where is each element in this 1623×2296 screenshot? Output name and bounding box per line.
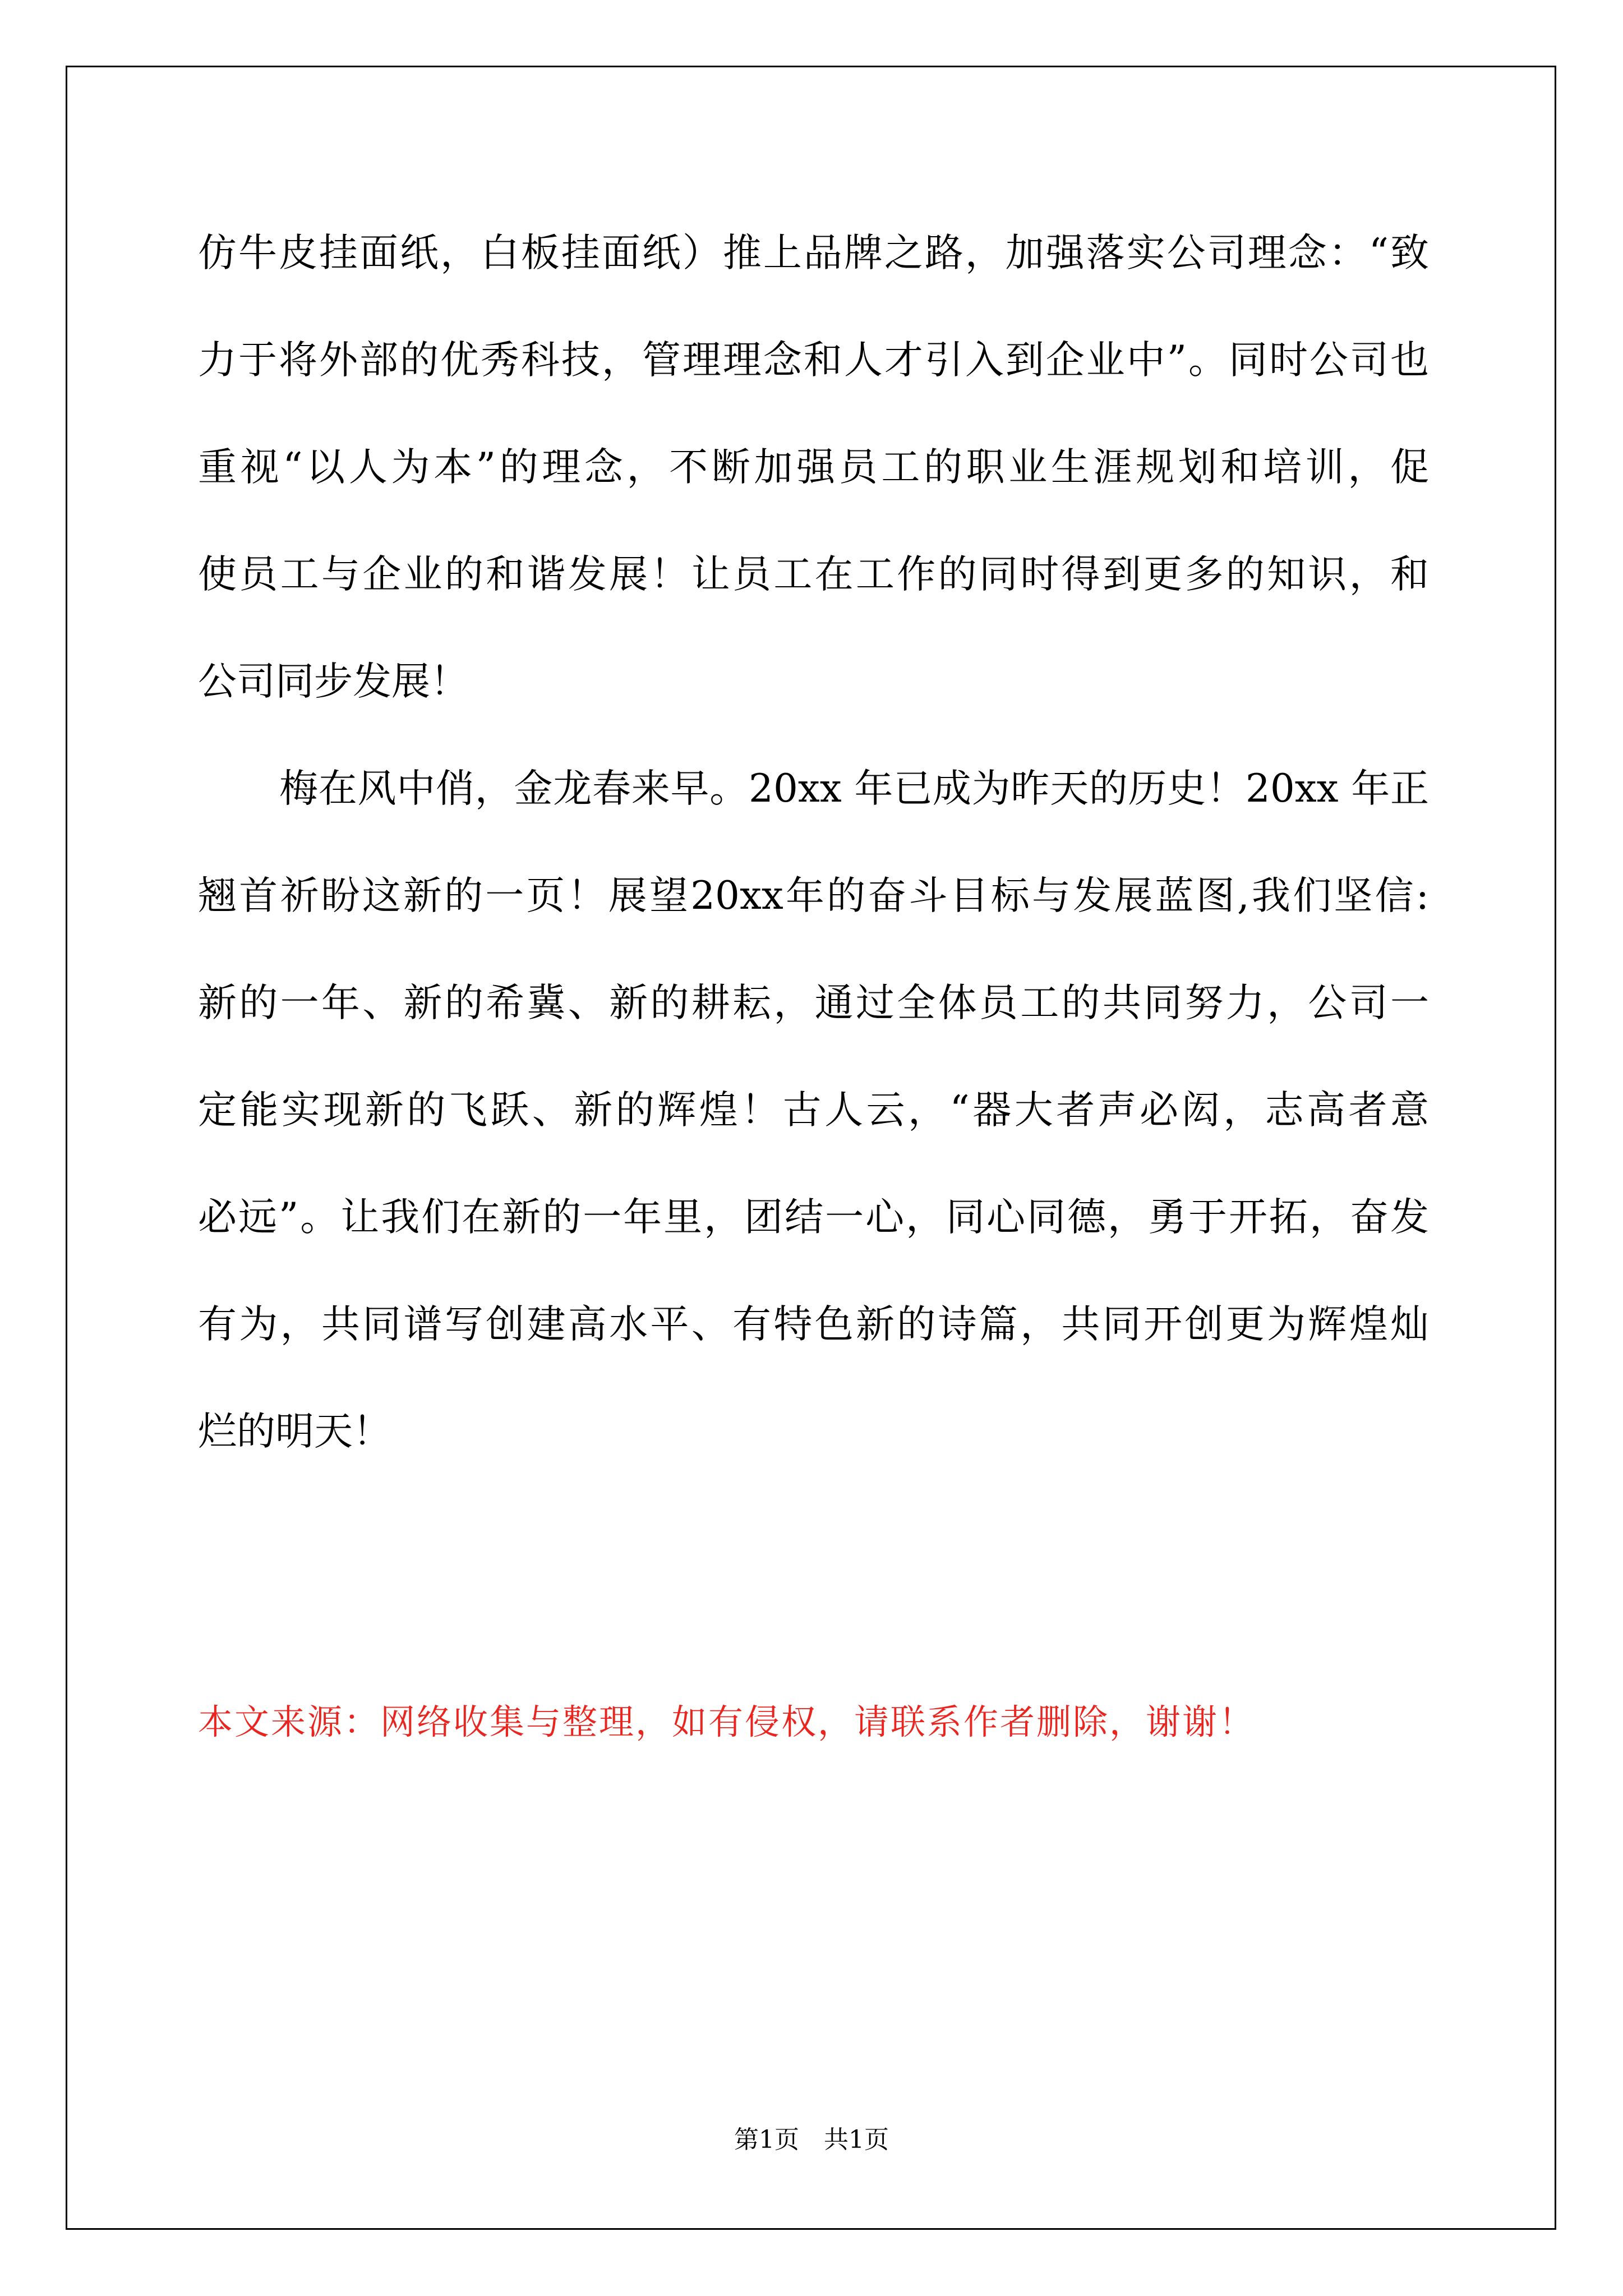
text-line: 使员工与企业的和谐发展！让员工在工作的同时得到更多的知识，和 [198, 552, 1429, 597]
text-line: 必远”。让我们在新的一年里，团结一心，同心同德，勇于开拓，奋发 [198, 1195, 1429, 1240]
text-line: 定能实现新的飞跃、新的辉煌！古人云，“器大者声必闳，志高者意 [198, 1088, 1429, 1133]
text-line: 力于将外部的优秀科技，管理理念和人才引入到企业中”。同时公司也 [198, 338, 1429, 383]
text-line: 新的一年、新的希冀、新的耕耘，通过全体员工的共同努力，公司一 [198, 981, 1429, 1025]
text-line: 重视“以人为本”的理念，不断加强员工的职业生涯规划和培训，促 [198, 445, 1429, 490]
text-line: 公司同步发展！ [198, 659, 469, 704]
text-line: 烂的明天！ [198, 1409, 391, 1454]
source-note: 本文来源：网络收集与整理，如有侵权，请联系作者删除，谢谢！ [198, 1701, 1256, 1742]
text-line: 梅在风中俏，金龙春来早。20xx 年已成为昨天的历史！20xx 年正 [279, 766, 1429, 811]
document-body [198, 200, 1429, 1485]
text-line: 翘首祈盼这新的一页！展望20xx年的奋斗目标与发展蓝图,我们坚信: [198, 873, 1429, 918]
text-line: 仿牛皮挂面纸，白板挂面纸）推上品牌之路，加强落实公司理念：“致 [198, 231, 1429, 275]
text-line: 有为，共同谱写创建高水平、有特色新的诗篇，共同开创更为辉煌灿 [198, 1302, 1429, 1347]
paragraph [198, 735, 1429, 1485]
page-footer: 第1页 共1页 [734, 2125, 889, 2154]
paragraph [198, 200, 1429, 735]
